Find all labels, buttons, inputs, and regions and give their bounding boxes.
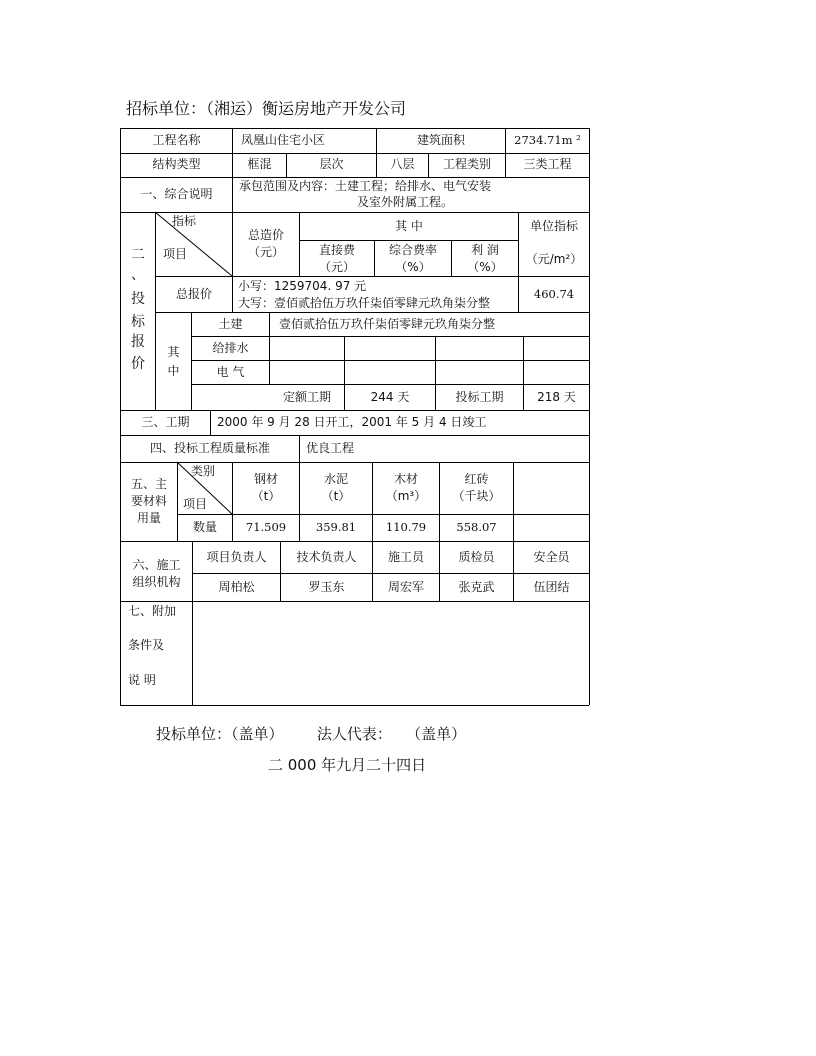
plumbing-label: 给排水 [212, 341, 249, 355]
diag-header-index: 指标 [172, 214, 197, 228]
footer-date: 二 000 年九月二十四日 [268, 756, 427, 774]
material-steel-name: 钢材 [253, 472, 278, 486]
role-quality-inspector: 质检员 [458, 550, 495, 564]
floors-value: 八层 [390, 157, 415, 171]
total-quote-label: 总报价 [175, 287, 212, 301]
civil-works-value: 壹佰贰拾伍万玖仟柒佰零肆元玖角柒分整 [279, 317, 496, 331]
materials-qty-label: 数量 [192, 520, 217, 534]
total-quote-words: 大写：壹佰贰拾伍万玖仟柒佰零肆元玖角柒分整 [238, 296, 491, 310]
material-brick-unit: （千块） [452, 489, 501, 503]
unit-index-value: 460.74 [533, 287, 575, 301]
project-category-label: 工程类别 [442, 157, 491, 171]
profit-unit: （%） [467, 260, 503, 274]
scope-line-1: 承包范围及内容：土建工程；给排水、电气安装 [239, 179, 492, 193]
additional-conditions-content [193, 602, 589, 705]
role-site-engineer: 施工员 [387, 550, 424, 564]
material-cement-qty: 359.81 [315, 520, 357, 534]
diag-header-item: 项目 [163, 247, 188, 261]
material-steel-unit: （t） [251, 489, 281, 503]
name-quality-inspector: 张克武 [458, 580, 495, 594]
quality-standard-value: 优良工程 [306, 441, 355, 455]
materials-diag-category: 类别 [191, 464, 216, 478]
schedule-value: 2000 年 9 月 28 日开工，2001 年 5 月 4 日竣工 [217, 415, 487, 429]
direct-cost-label: 直接费 [318, 243, 355, 257]
role-tech-lead: 技术负责人 [296, 550, 357, 564]
role-safety-officer: 安全员 [533, 550, 570, 564]
name-site-engineer: 周宏军 [387, 580, 424, 594]
structure-type-value: 框混 [247, 157, 272, 171]
project-category-value: 三类工程 [523, 157, 572, 171]
bid-period-label: 投标工期 [455, 390, 504, 404]
fee-rate-unit: （%） [395, 260, 431, 274]
general-description-label: 一、综合说明 [140, 187, 213, 201]
material-timber-qty: 110.79 [385, 520, 427, 534]
material-steel-qty: 71.509 [245, 520, 287, 534]
material-cement-name: 水泥 [323, 472, 348, 486]
building-area-label: 建筑面积 [416, 133, 465, 147]
project-name-label: 工程名称 [152, 133, 201, 147]
project-name-value: 凤凰山住宅小区 [241, 133, 326, 147]
bid-period-value: 218 天 [537, 390, 576, 404]
profit-label: 利 润 [471, 243, 499, 257]
floors-label: 层次 [319, 157, 344, 171]
material-timber-unit: （m³） [385, 489, 427, 503]
fee-rate-label: 综合费率 [388, 243, 437, 257]
direct-cost-unit: （元） [318, 260, 355, 274]
electrical-label: 电 气 [216, 365, 245, 379]
scope-line-2: 及室外附属工程。 [357, 195, 454, 209]
role-project-lead: 项目负责人 [206, 550, 267, 564]
material-brick-qty: 558.07 [456, 520, 497, 534]
name-safety-officer: 伍团结 [533, 580, 570, 594]
quota-period-label: 定额工期 [282, 390, 331, 404]
building-area-value: 2734.71m ² [514, 133, 581, 147]
document-title: 招标单位：（湘运）衡运房地产开发公司 [126, 99, 407, 118]
total-price-label: 总造价 [247, 228, 284, 242]
structure-type-label: 结构类型 [152, 157, 201, 171]
material-brick-name: 红砖 [464, 472, 489, 486]
unit-index-label: 单位指标 [529, 219, 578, 233]
total-price-unit: （元） [247, 245, 284, 259]
schedule-label: 三、工期 [141, 415, 190, 429]
footer-signature-line: 投标单位：（盖单） 法人代表： （盖单） [156, 725, 467, 743]
quota-period-value: 244 天 [370, 390, 410, 404]
of-which-header: 其 中 [395, 219, 423, 233]
civil-works-label: 土建 [218, 317, 243, 331]
total-quote-numeric: 小写：1259704. 97 元 [238, 279, 367, 293]
name-tech-lead: 罗玉东 [308, 580, 345, 594]
materials-diag-item: 项目 [183, 497, 208, 511]
quality-standard-label: 四、投标工程质量标准 [149, 441, 270, 455]
material-cement-unit: （t） [321, 489, 351, 503]
name-project-lead: 周柏松 [218, 580, 255, 594]
material-timber-name: 木材 [393, 472, 418, 486]
unit-index-unit: （元/m²） [525, 252, 583, 266]
